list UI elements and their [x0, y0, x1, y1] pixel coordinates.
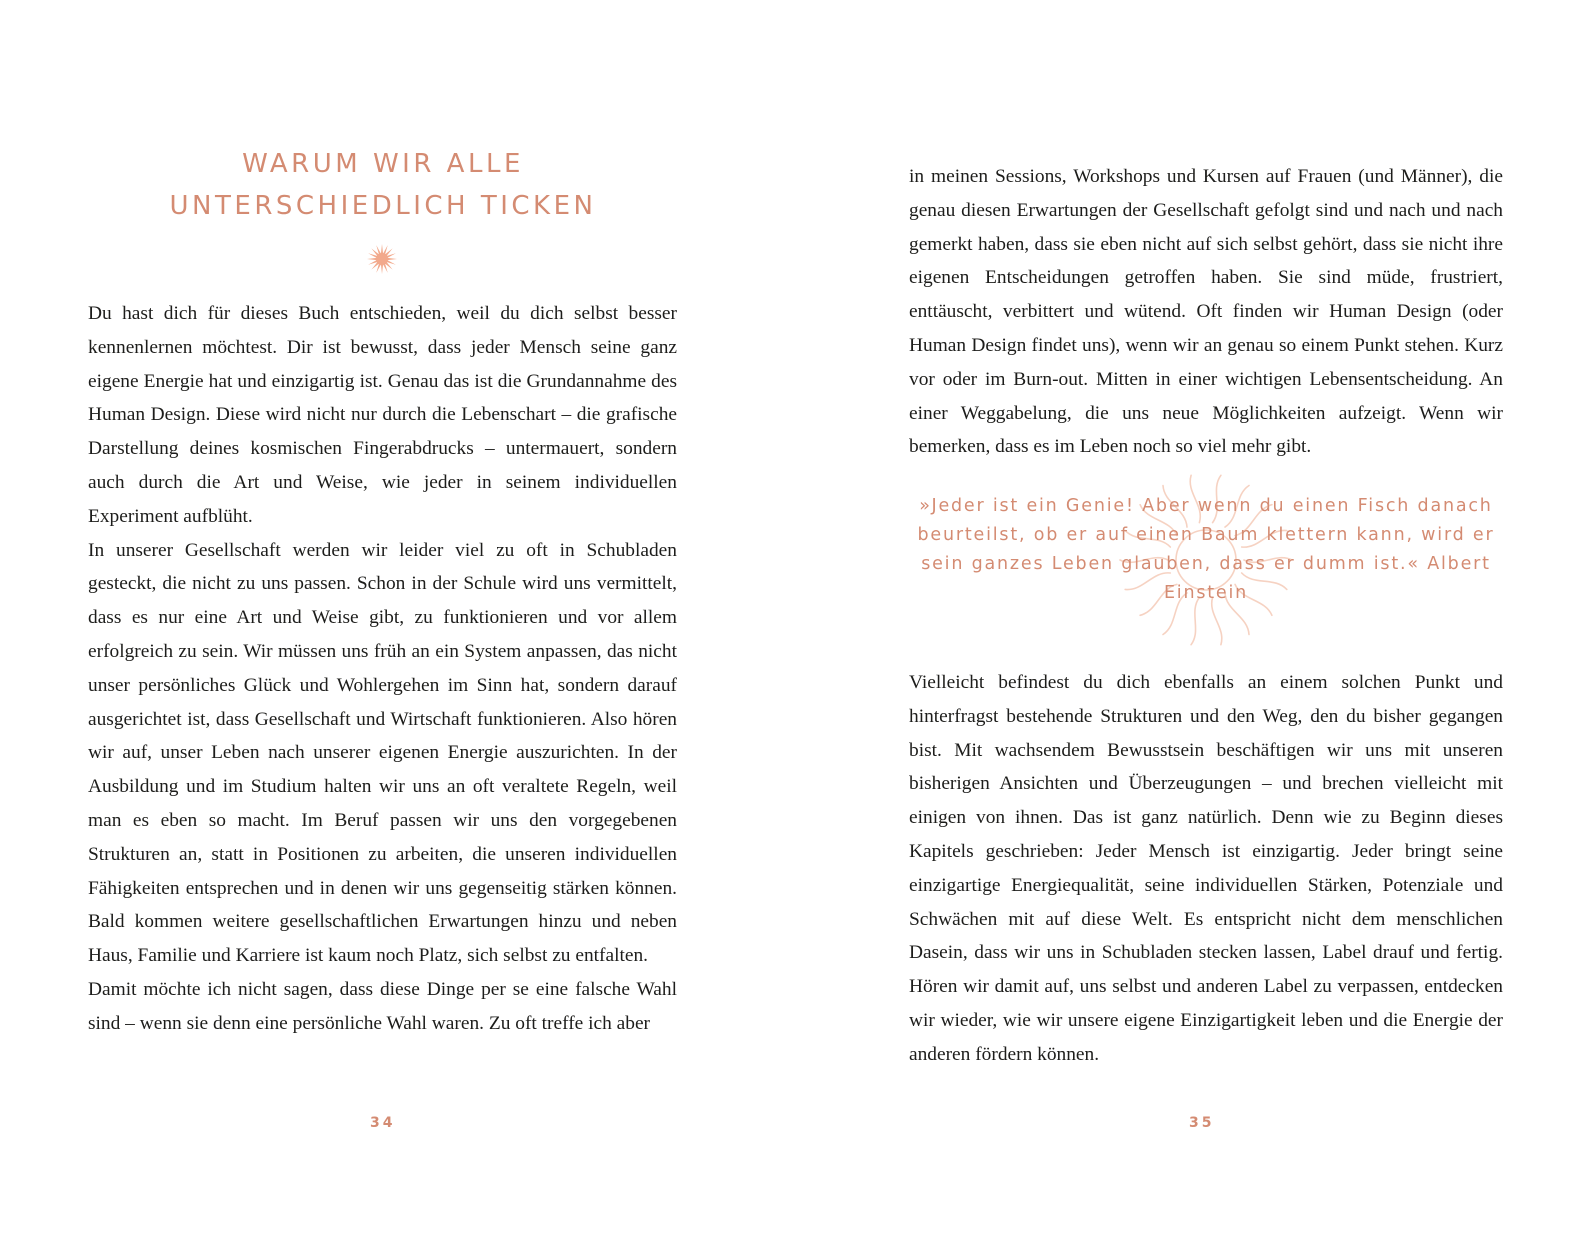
chapter-heading	[88, 143, 678, 227]
paragraph-1: Du hast dich für dieses Buch entschieden, weil du dich selbst besser kennenlernen möchtest. Dir ist bewusst, dass jeder Mensch seine ganz eigene Energie hat und einzigartig ist. Genau das ist die Grundannahme des Human Design. Diese wird nicht nur durch die Lebenschart – die grafische Darstellung deines kosmischen Fingerabdrucks – untermauert, sondern auch durch die Art und Weise, wie jeder in seinem individuellen Experiment aufblüht.	[88, 303, 677, 527]
page-number-right: 35	[1189, 1115, 1215, 1131]
page-number-left: 34	[370, 1115, 396, 1131]
einstein-quote: »Jeder ist ein Genie! Aber wenn du einen Fisch danach beurteilst, ob er auf einen Baum klettern kann, wird er sein ganzes Leben glauben, dass er dumm ist.« Albert Einstein	[917, 496, 1495, 603]
left-page-body	[88, 297, 677, 1041]
chapter-heading-line-1: WARUM WIR ALLE	[242, 149, 524, 179]
paragraph-continued: in meinen Sessions, Workshops und Kursen auf Frauen (und Männer), die genau diesen Erwartungen der Gesellschaft gefolgt sind und nach und nach gemerkt haben, dass sie eben nicht auf sich selbst gehört, dass sie nicht ihre eigenen Entscheidungen getroffen haben. Sie sind müde, frustriert, enttäuscht, verbittert und wütend. Oft finden wir Human Design (oder Human Design findet uns), wenn wir an genau so einem Punkt stehen. Kurz vor oder im Burn-out. Mitten in einer wichtigen Lebensentscheidung. An einer Weggabelung, die uns neue Möglichkeiten aufzeigt. Wenn wir bemerken, dass es im Leben noch so viel mehr gibt.	[909, 166, 1503, 458]
paragraph-3: Damit möchte ich nicht sagen, dass diese Dinge per se eine falsche Wahl sind – wenn sie denn eine persönliche Wahl waren. Zu oft treffe ich aber	[88, 978, 677, 1034]
quote-block	[909, 470, 1503, 650]
right-page-body-top	[909, 160, 1503, 464]
paragraph-2: In unserer Gesellschaft werden wir leider viel zu oft in Schubladen gesteckt, die nicht zu uns passen. Schon in der Schule wird uns vermittelt, dass es nur eine Art und Weise gibt, zu funktionieren und vor allem erfolgreich zu sein. Wir müssen uns früh an ein System anpassen, das nicht unser persönliches Glück und Wohlergehen im Sinn hat, sondern darauf ausgerichtet ist, dass Gesellschaft und Wirtschaft funktionieren. Also hören wir auf, unser Leben nach unserer eigenen Energie auszurichten. In der Ausbildung und im Studium halten wir uns an oft veraltete Regeln, weil man es eben so macht. Im Beruf passen wir uns den vorgegebenen Strukturen an, statt in Positionen zu arbeiten, die unseren individuellen Fähigkeiten entsprechen und in denen wir uns gegenseitig stärken können. Bald kommen weitere gesellschaftlichen Erwartungen hinzu und neben Haus, Familie und Karriere ist kaum noch Platz, sich selbst zu entfalten.	[88, 539, 677, 967]
paragraph-bottom: Vielleicht befindest du dich ebenfalls an einem solchen Punkt und hinterfragst bestehende Strukturen und den Weg, den du bisher gegangen bist. Mit wachsendem Bewusstsein beschäftigen wir uns mit unseren bisherigen Ansichten und Überzeugungen – und brechen vielleicht mit einigen von ihnen. Das ist ganz natürlich. Denn wie zu Beginn dieses Kapitels geschrieben: Jeder Mensch ist einzigartig. Jeder bringt seine einzigartige Energiequalität, seine individuellen Stärken, Potenziale und Schwächen mit auf diese Welt. Es entspricht nicht dem menschlichen Dasein, dass wir uns in Schubladen stecken lassen, Label drauf und fertig. Hören wir damit auf, uns selbst und anderen Label zu verpassen, entdecken wir wieder, wie wir unsere eigene Einzigartigkeit leben und die Energie der anderen fördern können.	[909, 672, 1503, 1065]
right-page	[797, 0, 1594, 1240]
right-page-body-bottom	[909, 666, 1503, 1072]
chapter-heading-line-2: UNTERSCHIEDLICH TICKEN	[169, 191, 597, 221]
sun-burst-icon	[366, 243, 398, 275]
